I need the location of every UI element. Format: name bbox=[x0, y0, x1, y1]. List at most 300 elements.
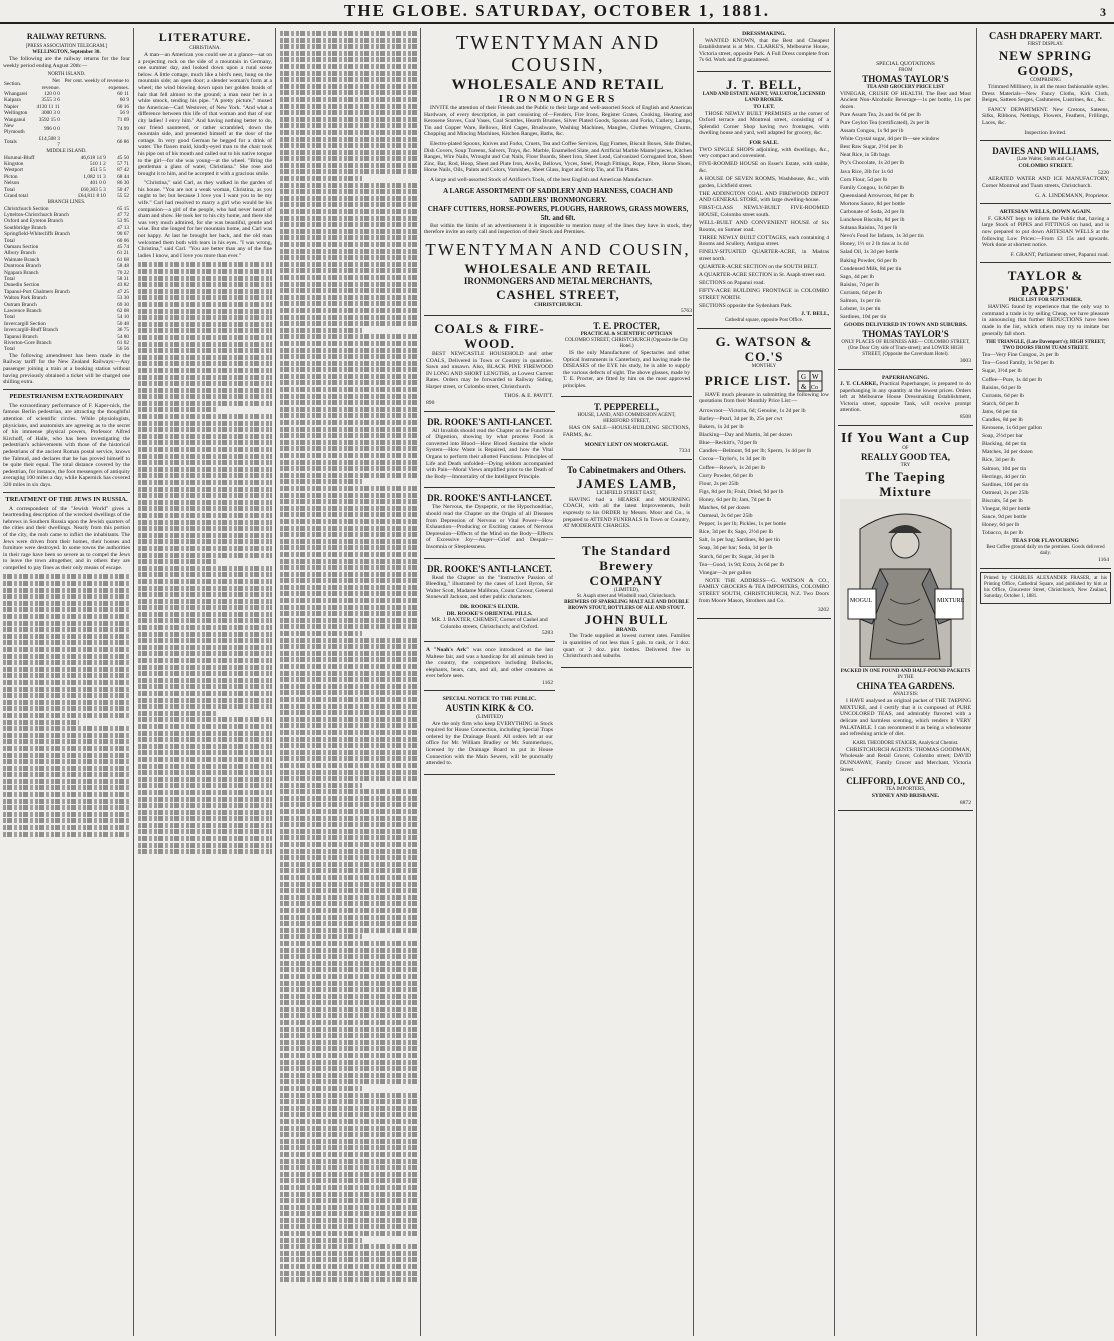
text-line bbox=[280, 235, 417, 240]
rooke-body-1: All Invalids should read the Chapter on the Functions of Digestion, showing by what process Food is converted into Blood—How Blood Sustains the whole System—How Waste is Repaired, and how the Vital Organs to perform their allotted Functions. Principles of Life and Death unfolded—Dying seldom accompanied with Pain—Moral Views amplified prior to the Death of the Body—Immortality of the Intelligent Principle. bbox=[426, 427, 553, 480]
rooke-number: 5283 bbox=[541, 630, 553, 637]
price-item: Bakers, 1s 2d per lb bbox=[699, 424, 744, 431]
bell-foot: Cathedral square, opposite Post Office. bbox=[724, 317, 804, 323]
text-line bbox=[138, 322, 272, 327]
price-item: Matches, 3d per dozen bbox=[982, 449, 1033, 456]
text-line bbox=[138, 295, 272, 300]
text-line bbox=[280, 862, 417, 867]
text-line bbox=[280, 387, 417, 392]
table-cell: 510 1 2 bbox=[89, 161, 106, 168]
text-line bbox=[280, 512, 417, 517]
taeping-figure-illustration bbox=[840, 499, 971, 667]
column-rule bbox=[133, 28, 134, 1336]
text-line bbox=[280, 229, 417, 234]
text-line bbox=[280, 288, 417, 293]
twentyman-right-col bbox=[561, 318, 692, 777]
text-line bbox=[138, 394, 272, 399]
price-item: Raisins, 7d per lb bbox=[840, 281, 880, 288]
text-line bbox=[280, 657, 417, 662]
twentyman-ironmongers: IRONMONGERS bbox=[498, 93, 618, 105]
text-line bbox=[280, 216, 417, 221]
price-item: Tea—Good, 1s 9d; Extra, 2s 6d per lb bbox=[699, 561, 784, 568]
pedestrian-title: PEDESTRIANISM EXTRAORDINARY bbox=[9, 392, 124, 400]
table-cell: Oxford and Eyreton Branch bbox=[4, 218, 63, 225]
total-percent: 66 86 bbox=[117, 139, 129, 146]
paper-title: PAPERHANGING. bbox=[882, 374, 929, 381]
text-line bbox=[280, 1172, 417, 1177]
text-line bbox=[138, 434, 272, 439]
text-line bbox=[280, 704, 417, 709]
price-item: Rice, 3d per lb bbox=[982, 457, 1015, 464]
table-cell: Riverton-Gore Branch bbox=[4, 340, 52, 347]
text-line bbox=[138, 375, 272, 380]
text-line bbox=[280, 137, 417, 142]
wells-signature: F. GRANT, Parliament street, Papanui road. bbox=[1010, 251, 1109, 258]
text-line bbox=[138, 262, 272, 267]
ark-number: 1162 bbox=[542, 679, 553, 686]
table-cell: 50 48 bbox=[117, 320, 129, 327]
table-cell: 3555 3 6 bbox=[41, 97, 60, 104]
text-line bbox=[138, 546, 272, 551]
text-line bbox=[280, 875, 417, 880]
text-line bbox=[280, 915, 417, 920]
watson-ad bbox=[697, 331, 831, 619]
coals-title: COALS & FIRE-WOOD. bbox=[434, 320, 545, 351]
column-3 bbox=[280, 28, 417, 1338]
tp-signature: Best Coffee ground daily on the premises. Goods delivered daily. bbox=[986, 545, 1105, 556]
text-line bbox=[138, 526, 272, 531]
tp-triangle: THE TRIANGLE, (Late Davenport's); HIGH STREET, TWO DOORS FROM TUAM STREET. bbox=[985, 340, 1106, 352]
text-line bbox=[280, 427, 417, 432]
table-cell: 58 48 bbox=[117, 263, 129, 270]
text-line bbox=[280, 664, 417, 669]
cash-new: NEW SPRING GOODS, bbox=[998, 48, 1093, 78]
taylor-number: 3003 bbox=[959, 357, 971, 364]
text-line bbox=[280, 697, 417, 702]
text-line bbox=[280, 44, 417, 49]
text-line bbox=[138, 803, 272, 808]
table-cell: 58 31 bbox=[117, 275, 129, 282]
price-item: Sago, 4d per lb bbox=[840, 273, 874, 280]
price-item: Currants, 6d per lb bbox=[840, 289, 882, 296]
twentyman-chaff: CHAFF CUTTERS, HORSE-POWERS, PLOUGHS, HARROWS, GRASS MOWERS, 5ft. and 6ft. bbox=[427, 204, 689, 222]
text-line bbox=[138, 724, 272, 729]
text-line bbox=[138, 520, 272, 525]
text-line bbox=[280, 677, 417, 682]
table-cell: 56 56 bbox=[117, 346, 129, 353]
text-line bbox=[280, 585, 417, 590]
price-item: Pure Ceylon Tea (certificated), 2s per lb bbox=[840, 119, 930, 126]
price-item: Vinegar—2s per gallon bbox=[699, 569, 752, 576]
text-line bbox=[280, 941, 417, 946]
price-item: Starch, 6d per lb; Sugar, 3d per lb bbox=[699, 553, 775, 560]
price-item: Oatmeal, 2s 6d per 25lb bbox=[699, 513, 753, 520]
price-item: Honey, 6d per lb; Jam, 7d per lb bbox=[699, 496, 771, 503]
price-item: Herrings, 4d per tin bbox=[982, 473, 1026, 480]
text-line bbox=[280, 486, 417, 491]
text-line bbox=[138, 849, 272, 854]
cash-fancy: FANCY DEPARTMENT. New Cretons, Sateens, Silks, Ribbons, Nettings, Flowers, Feathers, Frillings, Laces, &c. bbox=[982, 106, 1109, 126]
tea-body: I HAVE analysed an original packet of THE TAEPING MIXTURE, and I certify that it is composed of PURE UNCOLORED TEAS, and admirably flavored with a delicate and harmless scenting, which renders it VERY PALATABLE. I can recommend it as being a wholesome and refreshing article of diet. bbox=[840, 698, 971, 738]
bell-to-let: TO LET. bbox=[753, 103, 775, 110]
list-item: SECTIONS on Papanui road. bbox=[699, 280, 765, 287]
text-line bbox=[138, 361, 272, 366]
lamb-address: LICHFIELD STREET EAST, bbox=[596, 490, 657, 496]
text-line bbox=[280, 994, 417, 999]
text-line bbox=[280, 31, 417, 36]
list-item: FIFTY-ACRE BUILDING FRONTAGE in COLOMBO STREET NORTH. bbox=[699, 288, 829, 301]
text-line bbox=[280, 1185, 417, 1190]
text-line bbox=[138, 414, 272, 419]
text-line bbox=[138, 638, 272, 643]
list-item: TWO SINGLE SHOPS adjoining, with dwellings, &c., very compact and convenient. bbox=[699, 146, 829, 160]
text-line bbox=[280, 783, 362, 788]
table-cell: 47 13 bbox=[117, 224, 129, 231]
railway-table-north bbox=[3, 78, 130, 148]
text-line bbox=[138, 717, 272, 722]
table-header-row bbox=[3, 78, 130, 91]
twentyman-invite: INVITE the attention of their Friends and the Public to their large and well-assorted Stock of English and American Hardware, of every description, in part consisting of—Fenders, Fire Irons, Register Grates, Cooking, Heating and Kerosene Stoves, Coal Vases, Coal Scuttles, Hearth Brushes, Silver Plated Goods, Spoons and Forks, Cutlery, Lamps, Tin and Copper Ware, Bellows, Bird Cages, Brushware, Washing Machines, Mangles, Clothes Wringers, Churns, Chopping and Mincing Machines, Kitchen Ranges, Baths, &c. bbox=[424, 105, 692, 138]
text-line bbox=[280, 948, 417, 953]
price-item: Java Rice, 2lb for 1s 6d bbox=[840, 168, 893, 175]
col-section: Section. bbox=[4, 81, 22, 88]
column-rule bbox=[976, 28, 977, 1336]
text-line bbox=[280, 433, 417, 438]
text-line bbox=[138, 711, 218, 716]
text-line bbox=[280, 598, 417, 603]
cash-title: CASH DRAPERY MART. bbox=[989, 31, 1102, 42]
taylor-papps-ad bbox=[980, 265, 1111, 568]
text-line bbox=[138, 731, 272, 736]
text-line bbox=[280, 282, 417, 287]
text-line bbox=[280, 908, 417, 913]
column-8 bbox=[980, 28, 1111, 1338]
table-cell: Springfield-Whitecliffs Branch bbox=[4, 231, 70, 238]
text-line bbox=[280, 328, 362, 333]
twentyman-number: 5763 bbox=[424, 308, 692, 316]
total-percent: 50 47 bbox=[117, 186, 129, 193]
jews-body: A correspondent of the "Jewish World" gives a heartrending description of the wrecked dwellings of the hebrews in Southern Russia upon the Jewish quarters of the cities and their dwellings. Nearly from this portion of the city, the mob came to inflict the inhabitants. The Jews were driven from their homes, their houses and furniture were destroyed. In some towns the authorities in their rage have been so severe as to compel the Jews to leave the town altogether, and in others they are compelled to pay fines as their only means of escape. bbox=[3, 505, 130, 571]
text-line bbox=[3, 581, 130, 586]
text-line bbox=[280, 163, 417, 168]
column-6 bbox=[697, 28, 831, 1338]
masthead-title: THE GLOBE. SATURDAY, OCTOBER 1, 1881. bbox=[344, 1, 770, 20]
twentyman-footer-2: WHOLESALE AND RETAIL bbox=[464, 260, 652, 276]
text-line bbox=[280, 1264, 417, 1269]
price-item: Carbonate of Soda, 2d per lb bbox=[840, 209, 905, 215]
bell-ad bbox=[697, 74, 831, 329]
price-item: Family Congou, 1s 6d per lb bbox=[840, 184, 905, 191]
list-item: A HOUSE OF SEVEN ROOMS, Washhouse, &c., with garden, Lichfield street. bbox=[699, 175, 829, 189]
taylor-ad bbox=[838, 28, 973, 370]
text-line bbox=[280, 1000, 417, 1005]
table-cell: 69 30 bbox=[117, 301, 129, 308]
text-line bbox=[280, 888, 417, 893]
text-line bbox=[280, 1119, 417, 1124]
text-line bbox=[138, 473, 272, 478]
wells-title: ARTESIAN WELLS, DOWN AGAIN. bbox=[999, 209, 1092, 216]
text-line bbox=[280, 499, 417, 504]
text-line bbox=[280, 1244, 417, 1249]
text-line bbox=[3, 601, 130, 606]
text-line bbox=[280, 743, 417, 748]
price-item: Barley—Pearl, 3d per lb, 25s per cwt bbox=[699, 415, 783, 422]
rooke-title-1: DR. ROOKE'S ANTI-LANCET. bbox=[427, 416, 552, 427]
price-item: Jams, 6d per tin bbox=[982, 408, 1018, 415]
brewery-foot: The Trade supplied at lowest current rates. Families in quantities of not less than 5 gals. to cask, or 1 doz. quart or 2 doz. pint bottles. Delivered free in Christchurch and suburbs. bbox=[563, 633, 690, 660]
tea-number: 8872 bbox=[959, 799, 971, 806]
table-cell: Nelson bbox=[4, 180, 20, 187]
text-line bbox=[138, 783, 272, 788]
table-cell: 87 42 bbox=[117, 167, 129, 174]
pepperell-number: 7334 bbox=[678, 448, 690, 455]
price-item: Pepper, 1s per lb; Pickles, 1s per bottle bbox=[699, 521, 786, 528]
table-cell: Invercargill-Bluff Branch bbox=[4, 327, 59, 334]
tea-line-5: The Taeping Mixture bbox=[865, 468, 946, 499]
svg-text:Co: Co bbox=[811, 384, 819, 391]
bell-title: J. T. BELL, bbox=[726, 76, 802, 92]
text-line bbox=[280, 123, 417, 128]
column-rule bbox=[834, 28, 835, 1336]
davies-name: DAVIES AND WILLIAMS, bbox=[992, 146, 1099, 157]
price-item: Flour, 2s per 25lb bbox=[699, 480, 739, 487]
text-line bbox=[280, 1079, 417, 1084]
railway-dateline: WELLINGTON, September 30. bbox=[32, 50, 101, 55]
list-item: FINELY-SITUATED QUARTER-ACRE, in Madras street north. bbox=[699, 249, 829, 262]
text-line bbox=[3, 812, 130, 817]
table-cell: 68 44 bbox=[117, 173, 129, 180]
text-line bbox=[3, 772, 130, 777]
brewery-brand: BRAND. bbox=[615, 626, 638, 633]
text-line bbox=[280, 770, 417, 775]
text-line bbox=[138, 276, 272, 281]
text-line bbox=[3, 667, 130, 672]
taylor-from: FROM bbox=[898, 67, 913, 73]
text-line bbox=[280, 473, 417, 478]
text-line bbox=[280, 1020, 417, 1025]
rooke-pills: DR. ROOKE'S ORIENTAL PILLS. bbox=[446, 610, 533, 617]
text-line bbox=[280, 38, 417, 43]
table-cell: 120 0 0 bbox=[44, 91, 60, 97]
price-item: Candles, 8d per lb bbox=[982, 417, 1023, 423]
text-line bbox=[280, 1277, 417, 1282]
watson-title: G. WATSON & CO.'S bbox=[715, 333, 813, 364]
text-line bbox=[138, 810, 272, 815]
text-line bbox=[3, 660, 130, 665]
railway-table-middle bbox=[3, 155, 130, 200]
price-item: Sardines, 10d per tin bbox=[982, 481, 1029, 488]
table-cell: Tapanui-Port Chalmers Branch bbox=[4, 288, 70, 295]
text-line bbox=[280, 1060, 417, 1065]
text-line bbox=[3, 739, 130, 744]
text-line bbox=[280, 1093, 417, 1098]
text-line bbox=[280, 578, 417, 583]
price-item: Blacking, 4d per tin bbox=[982, 441, 1027, 448]
price-item: Nevo's Food for Infants, 1s 3d per tin bbox=[840, 233, 924, 240]
ark-title: A "Noah's Ark" bbox=[426, 646, 470, 653]
text-line bbox=[280, 222, 417, 227]
text-line bbox=[280, 921, 417, 926]
text-line bbox=[280, 901, 417, 906]
text-line bbox=[138, 427, 272, 432]
text-line bbox=[280, 1159, 417, 1164]
text-line bbox=[138, 816, 272, 821]
text-line bbox=[3, 588, 130, 593]
col-percent: Per cent. weekly of revenue to expenses. bbox=[64, 78, 129, 91]
table-cell: 47 25 bbox=[117, 288, 129, 295]
ark-ad bbox=[424, 644, 555, 692]
colophon: Printed by CHARLES ALEXANDER FRASER, at his Printing Office, Cathedral Square, and published by him at his Office, Gloucester Street, Christchurch, New Zealand, Saturday, October 1, 1881. bbox=[980, 572, 1111, 604]
text-line bbox=[280, 143, 417, 148]
column-2 bbox=[138, 28, 272, 1338]
rooke-title-2: DR. ROOKE'S ANTI-LANCET. bbox=[427, 493, 552, 504]
text-line bbox=[3, 785, 130, 790]
price-item: Pure Assam Tea, 2s and 6s 6d per lb bbox=[840, 111, 921, 118]
text-line bbox=[138, 698, 272, 703]
text-line bbox=[280, 242, 417, 247]
rooke-agent: MR. J. BAXTER, CHEMIST, Corner of Cashel and Colombo streets, Christchurch; and Oxford. bbox=[431, 617, 548, 630]
tp-number: 1164 bbox=[1098, 557, 1109, 563]
text-line bbox=[280, 262, 417, 267]
price-item: Tea—Very Fine Congou, 2s per lb bbox=[982, 352, 1059, 359]
text-line bbox=[280, 1132, 417, 1137]
text-line bbox=[280, 684, 417, 689]
table-cell: 53 30 bbox=[117, 295, 129, 302]
taylor-places: ONLY PLACES OF BUSINESS ARE— COLOMBO STREET, (One Door City side of Tram-street); and LOWER HIGH STREET, (Opposite the Caversham Hotel). bbox=[841, 339, 970, 357]
twentyman-footer-3: IRONMONGERS AND METAL MERCHANTS, bbox=[463, 275, 653, 286]
text-line bbox=[280, 440, 417, 445]
text-line bbox=[280, 967, 417, 972]
railway-title: RAILWAY RETURNS. bbox=[26, 32, 107, 41]
masthead bbox=[0, 0, 1114, 24]
table-cell: Wanganui bbox=[4, 116, 26, 123]
text-line bbox=[280, 842, 417, 847]
text-line bbox=[138, 407, 218, 412]
pepperell-address: HEREFORD STREET, bbox=[603, 419, 650, 425]
middle-island-head: MIDDLE ISLAND. bbox=[46, 148, 87, 154]
text-line bbox=[280, 1257, 417, 1262]
text-line bbox=[3, 766, 130, 771]
branch-lines-head: BRANCH LINES. bbox=[47, 199, 86, 205]
twentyman-footer-4: CASHEL STREET, bbox=[496, 286, 620, 302]
text-line bbox=[280, 1231, 417, 1236]
price-item: Vinegar, 8d per bottle bbox=[982, 506, 1031, 513]
lamb-ad bbox=[561, 462, 692, 538]
table-cell: 45 74 bbox=[117, 243, 129, 250]
text-line bbox=[138, 586, 272, 591]
table-cell: 57 71 bbox=[117, 161, 129, 168]
brewery-name: JOHN BULL bbox=[584, 611, 669, 627]
text-line bbox=[280, 611, 417, 616]
price-item: Lobster, 1s per tin bbox=[840, 306, 881, 313]
text-line bbox=[280, 367, 417, 372]
text-line bbox=[3, 720, 79, 725]
price-item: Currants, 6d per lb bbox=[982, 392, 1024, 399]
text-line bbox=[280, 638, 417, 643]
brewery-sub: (LIMITED), bbox=[613, 587, 640, 593]
table-row-total bbox=[3, 136, 130, 149]
text-line bbox=[280, 196, 417, 201]
text-line bbox=[138, 282, 272, 287]
literature-subtitle: CHRISTIANA. bbox=[189, 46, 221, 51]
text-line bbox=[138, 467, 272, 472]
text-line bbox=[3, 654, 130, 659]
text-line bbox=[280, 249, 417, 254]
text-line bbox=[138, 269, 272, 274]
table-cell: Walton Park Branch bbox=[4, 295, 47, 302]
text-line bbox=[280, 1165, 417, 1170]
literature-title: LITERATURE. bbox=[158, 30, 252, 44]
text-line bbox=[138, 460, 272, 465]
davies-signature: G. A. LINDEMANN, Proprietor. bbox=[1035, 192, 1109, 199]
text-line bbox=[280, 822, 417, 827]
cash-comprising: COMPRISING bbox=[1030, 78, 1061, 83]
text-line bbox=[280, 1238, 362, 1243]
brewery-ad bbox=[561, 540, 692, 668]
text-line bbox=[280, 255, 417, 260]
price-item: Sultana Raisins, 7d per lb bbox=[840, 225, 898, 232]
text-line bbox=[280, 1106, 417, 1111]
text-line bbox=[280, 717, 417, 722]
text-line bbox=[280, 506, 417, 511]
dressmaking-body: WANTED KNOWN, that the Best and Cheapest Establishment is at Mrs. CLARKE'S, Melbourne House, Victoria street, opposite Park. A Full Dress complete from 7s 6d. Work and fit guaranteed. bbox=[699, 37, 829, 64]
text-line bbox=[280, 77, 417, 82]
text-line bbox=[280, 413, 417, 418]
text-line bbox=[280, 895, 417, 900]
text-line bbox=[280, 756, 417, 761]
text-line bbox=[280, 466, 417, 471]
text-line bbox=[280, 189, 417, 194]
text-line bbox=[280, 90, 417, 95]
total-revenue: £14,508 3 7 bbox=[38, 135, 60, 149]
text-line bbox=[280, 730, 417, 735]
text-line bbox=[280, 420, 417, 425]
price-item: Starch, 6d per lb bbox=[982, 400, 1019, 407]
grand-revenue: £64,811 8 10 bbox=[78, 193, 106, 200]
text-line bbox=[138, 836, 272, 841]
table-cell: 74 99 bbox=[117, 126, 129, 133]
table-cell: 60 16 bbox=[117, 103, 129, 110]
text-line bbox=[280, 816, 417, 821]
text-line bbox=[280, 809, 417, 814]
table-cell: 3592 15 0 bbox=[38, 116, 60, 123]
text-line bbox=[280, 1218, 417, 1223]
table-cell: Waimate Branch bbox=[4, 256, 40, 263]
rooke-title-3: DR. ROOKE'S ANTI-LANCET. bbox=[427, 563, 552, 574]
text-line bbox=[280, 796, 417, 801]
cash-signature: Inspection Invited. bbox=[1024, 129, 1067, 136]
coals-ad bbox=[424, 318, 555, 412]
svg-text:&: & bbox=[801, 382, 807, 391]
taylor-head: SPECIAL QUOTATIONS bbox=[876, 61, 935, 67]
text-line bbox=[280, 84, 417, 89]
list-item: SECTIONS opposite the Sydenham Park. bbox=[699, 303, 793, 309]
text-line bbox=[138, 328, 272, 333]
price-item: Best Raw Sugar, 2½d per lb bbox=[840, 144, 903, 151]
text-line bbox=[280, 763, 417, 768]
text-line bbox=[280, 928, 417, 933]
twentyman-title: TWENTYMAN AND COUSIN, bbox=[455, 32, 661, 76]
text-line bbox=[280, 361, 417, 366]
text-line bbox=[138, 684, 272, 689]
text-line bbox=[138, 777, 272, 782]
column-rule bbox=[693, 28, 694, 1336]
price-item: Sugar, 3½d per lb bbox=[982, 368, 1022, 375]
table-cell: Tapanui Branch bbox=[4, 333, 38, 340]
pepperell-title: T. PEPPERELL, bbox=[593, 402, 660, 413]
text-line bbox=[138, 704, 272, 709]
text-line bbox=[280, 1033, 417, 1038]
